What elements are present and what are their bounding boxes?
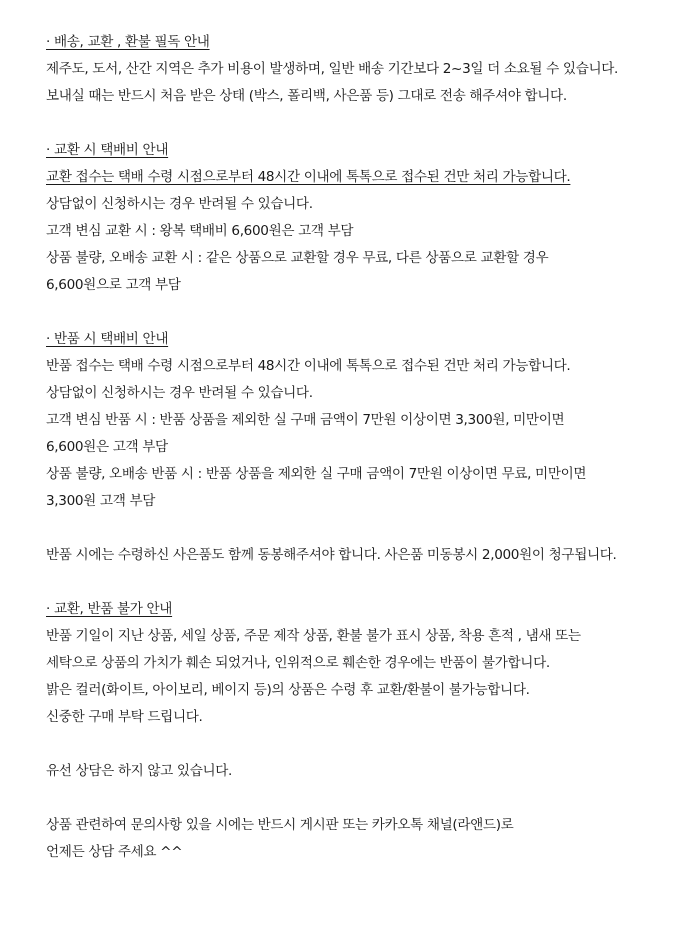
section-heading: · 반품 시 택배비 안내 — [46, 331, 169, 347]
text-line: 반품 접수는 택배 수령 시점으로부터 48시간 이내에 톡톡으로 접수된 건만 처리 가능합니다. — [46, 358, 571, 374]
section-shipping-notice — [46, 29, 700, 110]
section-contact — [46, 812, 700, 866]
text-line: 상품 불량, 오배송 교환 시 : 같은 상품으로 교환할 경우 무료, 다른 상품으로 교환할 경우 — [46, 250, 549, 266]
section-no-exchange — [46, 596, 700, 731]
section-phone-notice — [46, 758, 700, 785]
text-line: 반품 시에는 수령하신 사은품도 함께 동봉해주셔야 합니다. 사은품 미동봉시 2,000원이 청구됩니다. — [46, 547, 617, 563]
text-line-underlined: 교환 접수는 택배 수령 시점으로부터 48시간 이내에 톡톡으로 접수된 건만 처리 가능합니다. — [46, 169, 571, 185]
text-line: 3,300원 고객 부담 — [46, 493, 156, 509]
text-line: 6,600원으로 고객 부담 — [46, 277, 181, 293]
text-line: 유선 상담은 하지 않고 있습니다. — [46, 763, 233, 779]
section-heading: · 교환 시 택배비 안내 — [46, 142, 169, 158]
text-line: 보내실 때는 반드시 처음 받은 상태 (박스, 폴리백, 사은품 등) 그대로 전송 해주셔야 합니다. — [46, 88, 567, 104]
text-line: 신중한 구매 부탁 드립니다. — [46, 709, 203, 725]
text-line: 밝은 컬러(화이트, 아이보리, 베이지 등)의 상품은 수령 후 교환/환불이 불가능합니다. — [46, 682, 530, 698]
text-line: 세탁으로 상품의 가치가 훼손 되었거나, 인위적으로 훼손한 경우에는 반품이 불가합니다. — [46, 655, 550, 671]
text-line: 제주도, 도서, 산간 지역은 추가 비용이 발생하며, 일반 배송 기간보다 2~3일 더 소요될 수 있습니다. — [46, 61, 619, 77]
section-heading: · 교환, 반품 불가 안내 — [46, 601, 173, 617]
text-line: 상품 불량, 오배송 반품 시 : 반품 상품을 제외한 실 구매 금액이 7만원 이상이면 무료, 미만이면 — [46, 466, 587, 482]
text-line: 6,600원은 고객 부담 — [46, 439, 168, 455]
text-line: 상담없이 신청하시는 경우 반려될 수 있습니다. — [46, 196, 313, 212]
section-return-fee — [46, 326, 700, 515]
text-line: 상담없이 신청하시는 경우 반려될 수 있습니다. — [46, 385, 313, 401]
text-line: 상품 관련하여 문의사항 있을 시에는 반드시 게시판 또는 카카오톡 채널(라앤드)로 — [46, 817, 514, 833]
text-line: 반품 기일이 지난 상품, 세일 상품, 주문 제작 상품, 환불 불가 표시 상품, 착용 흔적 , 냄새 또는 — [46, 628, 581, 644]
text-line: 언제든 상담 주세요 ^^ — [46, 844, 183, 860]
text-line: 고객 변심 반품 시 : 반품 상품을 제외한 실 구매 금액이 7만원 이상이면 3,300원, 미만이면 — [46, 412, 565, 428]
text-line: 고객 변심 교환 시 : 왕복 택배비 6,600원은 고객 부담 — [46, 223, 354, 239]
section-gift-return — [46, 542, 700, 569]
section-heading: · 배송, 교환 , 환불 필독 안내 — [46, 34, 210, 50]
section-exchange-fee — [46, 137, 700, 299]
